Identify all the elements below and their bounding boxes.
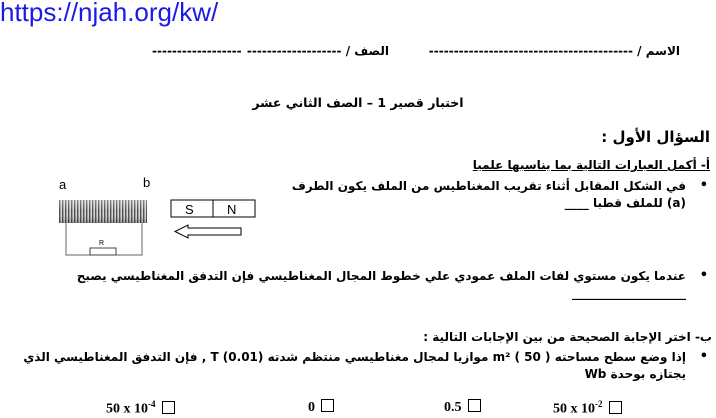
coil-end-b-label: b [143,175,151,190]
name-field-label: الاسم / ----------------------------------------- [428,44,680,58]
question-item-2: عندما يكون مستوي لفات الملف عمودي علي خطوط المجال المغناطيسي فإن التدفق المغناطيسي يصبح ___________________ [76,269,686,300]
question-item-1: في الشكل المقابل أثناء تقريب المغناطيس من الملف يكون الطرف (a) للملف قطبا ____ [291,179,686,210]
magnet-north-pole: N [227,202,237,217]
option-1-checkbox[interactable] [162,401,175,414]
option-3-checkbox[interactable] [468,399,481,412]
resistor [90,248,116,255]
option-3[interactable]: 0.5 [444,399,481,416]
arrow-left-icon [175,225,241,238]
class-field-label: الصف / ------------------- [246,44,389,58]
section-b-heading: ب- اختر الإجابة الصحيحة من بين الإجابات التالية : [423,330,712,344]
option-2[interactable]: 0 [308,399,334,416]
bullet: • [699,349,708,364]
option-1[interactable]: 50 x $10^{-4}$ [106,399,175,418]
source-url[interactable]: https://njah.org/kw/ [0,0,219,27]
bullet: • [699,178,708,193]
page-title: اختبار قصير 1 – الصف الثاني عشر [252,95,464,110]
magnet-south-pole: S [185,202,194,217]
option-2-checkbox[interactable] [321,399,334,412]
section-a-heading: أ- أكمل العبارات التالية بما يناسبها علميا [472,158,710,172]
question-heading: السؤال الأول : [601,128,710,146]
question-item-3: إذا وضع سطح مساحته ( 50 ) m² موازيا لمجال مغناطيسي منتظم شدته T (0.01) , فإن التدفق المغناطيسي الذي يجتازه بوحدة Wb [23,350,686,381]
svg-text:R: R [99,240,105,247]
coil-figure [56,174,256,264]
coil-end-a-label: a [59,177,67,192]
class-field-line: ------------------ [152,44,242,58]
option-4-checkbox[interactable] [609,401,622,414]
option-4[interactable]: 50 x $10^{-2}$ [553,399,622,418]
bullet: • [699,268,708,283]
